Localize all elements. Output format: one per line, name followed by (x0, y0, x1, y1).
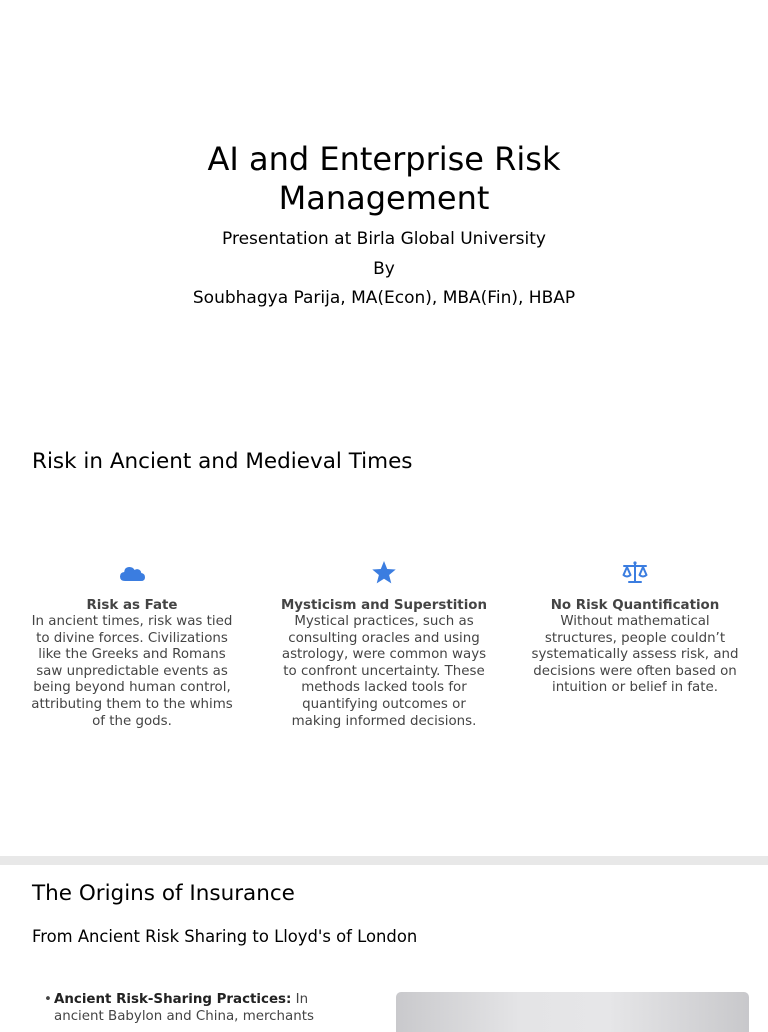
text-line: saw unpredictable events as (36, 663, 228, 679)
section-heading-insurance: The Origins of Insurance (32, 881, 295, 906)
text-line: methods lacked tools for (301, 680, 467, 696)
title-line-2: Management (278, 179, 490, 217)
text-line: attributing them to the whims (31, 696, 233, 712)
column-title: No Risk Quantification (550, 598, 720, 613)
text-line: structures, people couldn’t (544, 630, 726, 646)
bullet-text-line2: ancient Babylon and China, merchants (54, 1008, 314, 1024)
text-line: being beyond human control, (33, 680, 231, 696)
star-icon (369, 558, 399, 588)
scale-icon (620, 558, 650, 588)
author-line: Soubhagya Parija, MA(Econ), MBA(Fin), HBAP (192, 288, 576, 308)
column-risk-as-fate (24, 558, 240, 730)
column-title: Risk as Fate (86, 598, 178, 613)
text-line: to divine forces. Civilizations (36, 630, 228, 646)
slide-image (396, 992, 749, 1032)
text-line: consulting oracles and using (288, 630, 480, 646)
bullet-text-rest: In (291, 992, 309, 1007)
text-line: decisions were often based on (533, 663, 737, 679)
column-title: Mysticism and Superstition (280, 598, 488, 613)
text-line: Without mathematical (560, 614, 710, 629)
bullet-dot-icon: • (44, 992, 52, 1007)
slide-divider (0, 856, 768, 865)
text-line: astrology, were common ways (281, 647, 487, 663)
section-subheading: From Ancient Risk Sharing to Lloyd's of London (32, 927, 418, 946)
risk-columns (0, 558, 768, 748)
column-text (527, 614, 743, 697)
cloud-icon (117, 558, 147, 588)
column-text (276, 614, 492, 730)
bullet-text (54, 992, 344, 1025)
section-heading-ancient-risk: Risk in Ancient and Medieval Times (32, 449, 413, 474)
title-slide (0, 0, 768, 430)
text-line: In ancient times, risk was tied (31, 614, 233, 629)
text-line: to confront uncertainty. These (283, 663, 485, 679)
column-mysticism (276, 558, 492, 730)
bullet-bold-label: Ancient Risk-Sharing Practices: (54, 992, 292, 1007)
text-line: making informed decisions. (291, 713, 477, 729)
by-label: By (373, 259, 395, 279)
presentation-subtitle: Presentation at Birla Global University (222, 229, 546, 249)
presentation-title (0, 140, 768, 218)
bullet-item (44, 992, 344, 1025)
text-line: quantifying outcomes or (302, 696, 466, 712)
column-text (24, 614, 240, 730)
title-line-1: AI and Enterprise Risk (207, 140, 561, 178)
column-no-quantification (527, 558, 743, 697)
text-line: of the gods. (92, 713, 172, 729)
text-line: Mystical practices, such as (294, 614, 474, 629)
text-line: systematically assess risk, and (531, 647, 739, 663)
text-line: like the Greeks and Romans (38, 647, 226, 663)
text-line: intuition or belief in fate. (551, 680, 719, 696)
